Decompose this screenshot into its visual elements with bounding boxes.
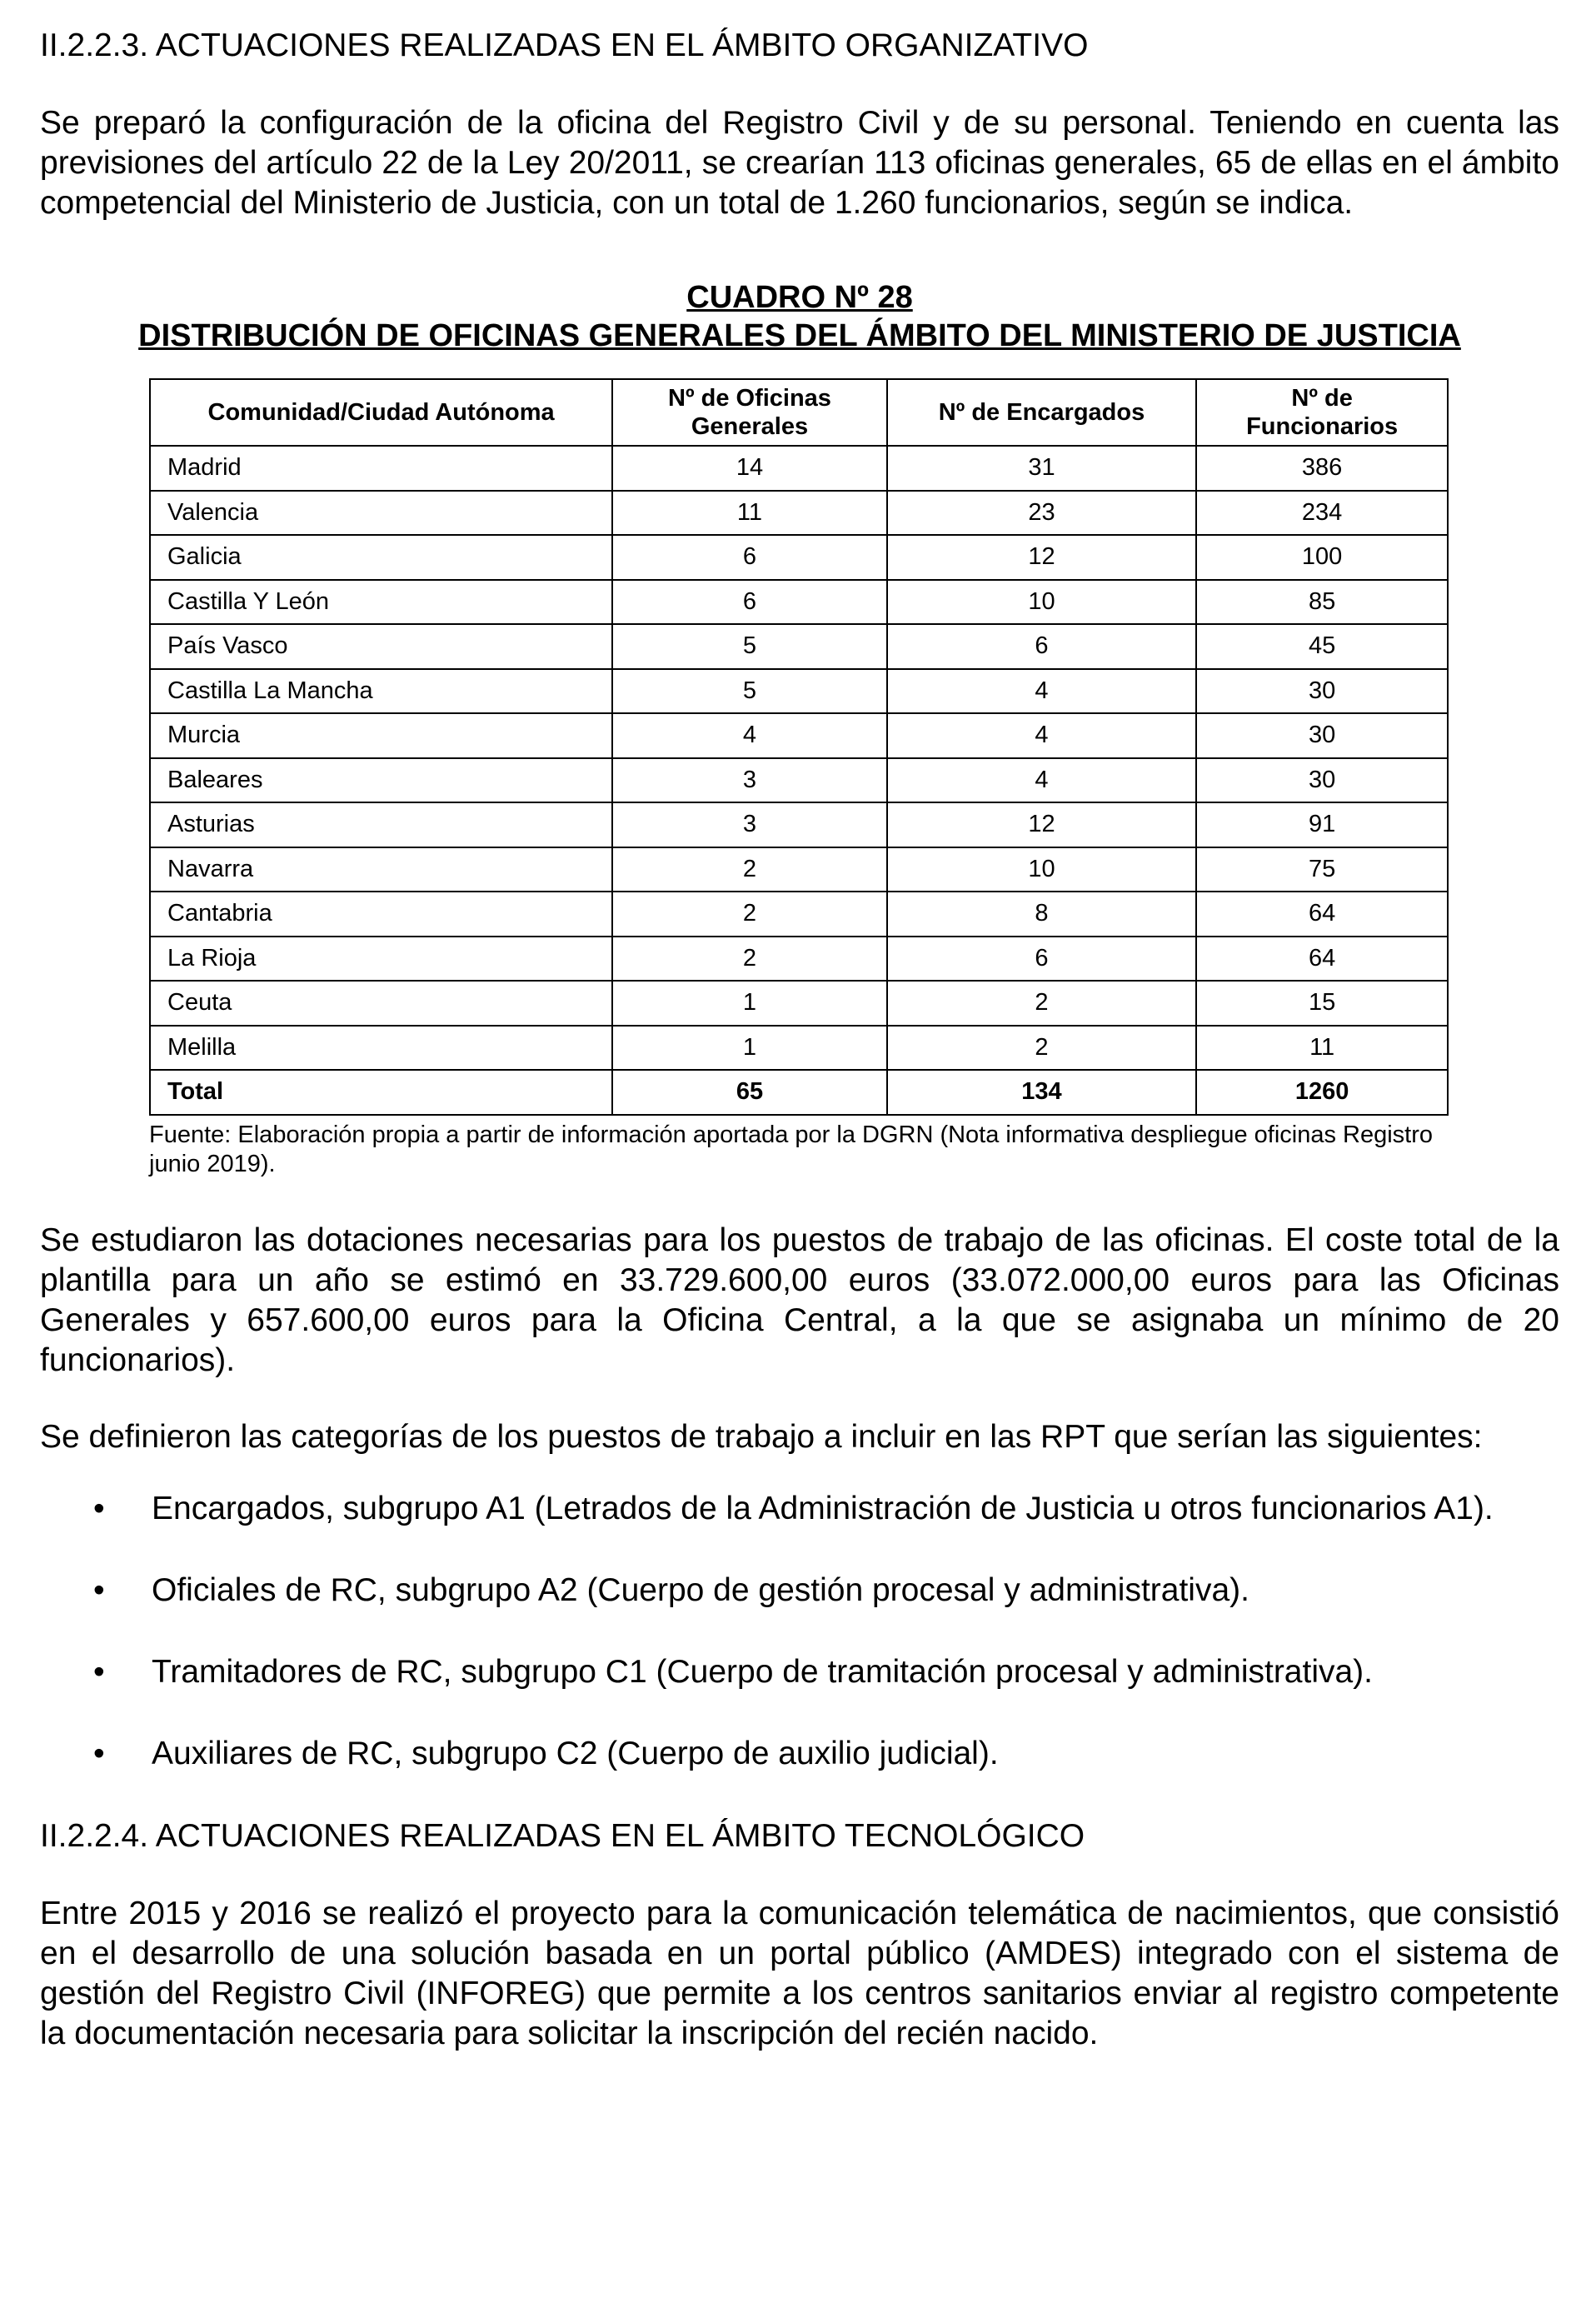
total-label: Total xyxy=(150,1070,612,1115)
cell-oficinas: 3 xyxy=(612,758,887,803)
cell-funcionarios: 30 xyxy=(1196,669,1448,714)
cell-comunidad: Valencia xyxy=(150,491,612,536)
cell-funcionarios: 45 xyxy=(1196,624,1448,669)
cell-oficinas: 2 xyxy=(612,937,887,982)
cell-comunidad: Castilla La Mancha xyxy=(150,669,612,714)
list-item-text: Encargados, subgrupo A1 (Letrados de la Administración de Justicia u otros funcionarios A1). xyxy=(152,1490,1494,1526)
cell-encargados: 12 xyxy=(887,802,1196,847)
cell-encargados: 4 xyxy=(887,669,1196,714)
list-item xyxy=(40,1734,1559,1774)
cell-oficinas: 14 xyxy=(612,446,887,491)
cell-comunidad: La Rioja xyxy=(150,937,612,982)
cell-funcionarios: 30 xyxy=(1196,713,1448,758)
cell-encargados: 10 xyxy=(887,580,1196,625)
cell-comunidad: Asturias xyxy=(150,802,612,847)
cell-comunidad: Melilla xyxy=(150,1026,612,1071)
list-item xyxy=(40,1652,1559,1692)
list-item xyxy=(40,1489,1559,1529)
cell-encargados: 2 xyxy=(887,981,1196,1026)
cell-funcionarios: 91 xyxy=(1196,802,1448,847)
table-row xyxy=(150,1026,1448,1071)
cell-comunidad: Galicia xyxy=(150,535,612,580)
cell-encargados: 6 xyxy=(887,624,1196,669)
table-row xyxy=(150,847,1448,892)
paragraph-dotaciones: Se estudiaron las dotaciones necesarias para los puestos de trabajo de las oficinas. El coste total de la plantilla para un año se estimó en 33.729.600,00 euros (33.072.000,00 euros para las Oficinas Generales y 657.600,00 euros para la Oficina Central, a la que se asignaba un mínimo de 20 funcionarios). xyxy=(40,1221,1559,1378)
table-row xyxy=(150,446,1448,491)
cell-funcionarios: 30 xyxy=(1196,758,1448,803)
paragraph-categorias: Se definieron las categorías de los puestos de trabajo a incluir en las RPT que serían las siguientes: xyxy=(40,1418,1483,1455)
cell-oficinas: 6 xyxy=(612,580,887,625)
table-total-row xyxy=(150,1070,1448,1115)
table-row xyxy=(150,758,1448,803)
cell-comunidad: Murcia xyxy=(150,713,612,758)
table-row xyxy=(150,937,1448,982)
table-header-row xyxy=(150,379,1448,446)
table-row xyxy=(150,535,1448,580)
cell-comunidad: Baleares xyxy=(150,758,612,803)
bullet-icon: • xyxy=(93,1571,105,1608)
cell-encargados: 4 xyxy=(887,758,1196,803)
list-item-text: Tramitadores de RC, subgrupo C1 (Cuerpo de tramitación procesal y administrativa). xyxy=(152,1653,1374,1690)
table-row xyxy=(150,624,1448,669)
bullet-icon: • xyxy=(93,1653,105,1690)
cell-comunidad: Ceuta xyxy=(150,981,612,1026)
cell-funcionarios: 234 xyxy=(1196,491,1448,536)
list-item-text: Oficiales de RC, subgrupo A2 (Cuerpo de gestión procesal y administrativa). xyxy=(152,1571,1249,1608)
cell-oficinas: 4 xyxy=(612,713,887,758)
bullet-icon: • xyxy=(93,1490,105,1526)
table-body xyxy=(150,446,1448,1115)
header-oficinas: Nº de Oficinas Generales xyxy=(612,379,887,446)
cell-encargados: 2 xyxy=(887,1026,1196,1071)
cell-oficinas: 2 xyxy=(612,892,887,937)
cell-encargados: 23 xyxy=(887,491,1196,536)
section-heading-tecnologico: II.2.2.4. ACTUACIONES REALIZADAS EN EL ÁMBITO TECNOLÓGICO xyxy=(40,1817,1085,1854)
cell-encargados: 8 xyxy=(887,892,1196,937)
cell-oficinas: 2 xyxy=(612,847,887,892)
cell-comunidad: País Vasco xyxy=(150,624,612,669)
cell-oficinas: 6 xyxy=(612,535,887,580)
table-number: CUADRO Nº 28 xyxy=(686,280,913,315)
table-row xyxy=(150,491,1448,536)
cell-funcionarios: 11 xyxy=(1196,1026,1448,1071)
paragraph-configuracion: Se preparó la configuración de la oficina del Registro Civil y de su personal. Teniendo en cuenta las previsiones del artículo 22 de la Ley 20/2011, se crearían 113 oficinas generales, 65 de ellas en el ámbito competencial del Ministerio de Justicia, con un total de 1.260 funcionarios, según se indica. xyxy=(40,105,1559,221)
cell-comunidad: Castilla Y León xyxy=(150,580,612,625)
paragraph-tecnologico: Entre 2015 y 2016 se realizó el proyecto para la comunicación telemática de nacimientos, que consistió en el desarrollo de una solución basada en un portal público (AMDES) integrado con el sistema de gestión del Registro Civil (INFOREG) que permite a los centros sanitarios enviar al registro competente la documentación necesaria para solicitar la inscripción del recién nacido. xyxy=(40,1895,1559,2051)
table-caption xyxy=(40,278,1559,355)
cell-encargados: 10 xyxy=(887,847,1196,892)
list-item xyxy=(40,1571,1559,1611)
cell-funcionarios: 386 xyxy=(1196,446,1448,491)
bullet-icon: • xyxy=(93,1735,105,1771)
cell-oficinas: 5 xyxy=(612,669,887,714)
total-encargados: 134 xyxy=(887,1070,1196,1115)
distribution-table xyxy=(149,378,1449,1116)
cell-encargados: 6 xyxy=(887,937,1196,982)
table-row xyxy=(150,981,1448,1026)
cell-comunidad: Navarra xyxy=(150,847,612,892)
table-source: Fuente: Elaboración propia a partir de información aportada por la DGRN (Nota informativa despliegue oficinas Registro junio 2019). xyxy=(149,1121,1434,1177)
category-list xyxy=(40,1489,1559,1774)
cell-oficinas: 5 xyxy=(612,624,887,669)
table-row xyxy=(150,580,1448,625)
cell-funcionarios: 64 xyxy=(1196,892,1448,937)
cell-oficinas: 1 xyxy=(612,1026,887,1071)
table-row xyxy=(150,802,1448,847)
cell-oficinas: 1 xyxy=(612,981,887,1026)
header-comunidad: Comunidad/Ciudad Autónoma xyxy=(150,379,612,446)
cell-encargados: 12 xyxy=(887,535,1196,580)
table-row xyxy=(150,892,1448,937)
cell-funcionarios: 15 xyxy=(1196,981,1448,1026)
table-row xyxy=(150,713,1448,758)
cell-funcionarios: 64 xyxy=(1196,937,1448,982)
cell-encargados: 31 xyxy=(887,446,1196,491)
cell-funcionarios: 100 xyxy=(1196,535,1448,580)
cell-funcionarios: 75 xyxy=(1196,847,1448,892)
cell-oficinas: 3 xyxy=(612,802,887,847)
total-funcionarios: 1260 xyxy=(1196,1070,1448,1115)
header-funcionarios: Nº de Funcionarios xyxy=(1196,379,1448,446)
cell-comunidad: Cantabria xyxy=(150,892,612,937)
cell-comunidad: Madrid xyxy=(150,446,612,491)
cell-oficinas: 11 xyxy=(612,491,887,536)
cell-funcionarios: 85 xyxy=(1196,580,1448,625)
list-item-text: Auxiliares de RC, subgrupo C2 (Cuerpo de auxilio judicial). xyxy=(152,1735,999,1771)
document-page xyxy=(40,25,1559,2054)
total-oficinas: 65 xyxy=(612,1070,887,1115)
table-row xyxy=(150,669,1448,714)
table-title: DISTRIBUCIÓN DE OFICINAS GENERALES DEL ÁMBITO DEL MINISTERIO DE JUSTICIA xyxy=(138,318,1461,353)
cell-encargados: 4 xyxy=(887,713,1196,758)
header-encargados: Nº de Encargados xyxy=(887,379,1196,446)
section-heading-organizativo: II.2.2.3. ACTUACIONES REALIZADAS EN EL ÁMBITO ORGANIZATIVO xyxy=(40,27,1089,63)
